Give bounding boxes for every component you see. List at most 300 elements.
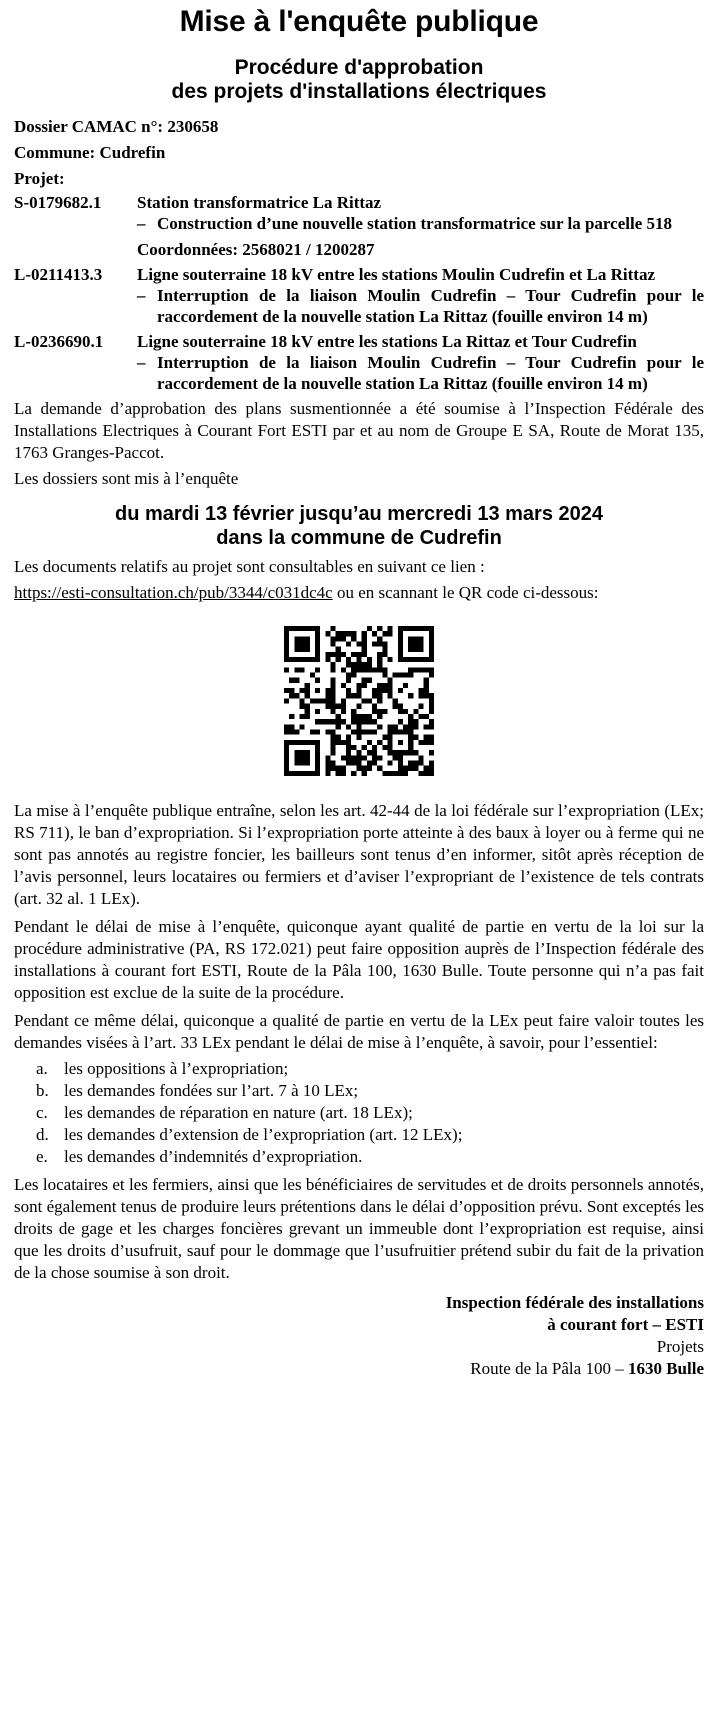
qr-module [289,771,294,776]
qr-module [377,698,382,703]
qr-module [367,698,372,703]
qr-module [382,771,387,776]
qr-module [424,693,429,698]
qr-module [331,636,336,641]
qr-module [331,698,336,703]
qr-module [367,719,372,724]
qr-module [336,714,341,719]
qr-module [300,704,305,709]
qr-module [424,771,429,776]
qr-module [424,766,429,771]
qr-module [284,688,289,693]
qr-module [424,667,429,672]
qr-module [294,771,299,776]
qr-module [408,714,413,719]
qr-module [351,636,356,641]
qr-module [356,750,361,755]
qr-module [377,693,382,698]
dash: – [137,214,146,233]
qr-module [387,693,392,698]
qr-module [315,766,320,771]
qr-module [377,657,382,662]
qr-module [398,642,403,647]
project-item [14,264,704,327]
qr-module [429,642,434,647]
qr-module [356,714,361,719]
qr-module [398,760,403,765]
qr-module [331,642,336,647]
qr-module [429,740,434,745]
qr-module [341,704,346,709]
qr-module [413,735,418,740]
signature-block [14,1292,704,1380]
qr-module [351,631,356,636]
qr-module [429,719,434,724]
qr-module [356,662,361,667]
qr-module [351,771,356,776]
qr-module [387,688,392,693]
qr-module [300,750,305,755]
qr-module [346,745,351,750]
qr-module [362,636,367,641]
address-city: 1630 Bulle [627,1359,704,1378]
qr-module [331,688,336,693]
qr-module [418,667,423,672]
qr-module [300,636,305,641]
qr-module [413,724,418,729]
qr-module [398,647,403,652]
qr-module [429,724,434,729]
qr-module [382,647,387,652]
project-code: S-0179682.1 [14,193,102,212]
qr-module [372,667,377,672]
qr-module [315,636,320,641]
qr-module [408,750,413,755]
qr-module [346,631,351,636]
qr-module [351,652,356,657]
qr-module [429,698,434,703]
qr-module [429,657,434,662]
qr-module [315,647,320,652]
qr-module [315,698,320,703]
qr-module [341,766,346,771]
qr-module [408,642,413,647]
project-title: Ligne souterraine 18 kV entre les stations La Rittaz et Tour Cudrefin [137,332,637,351]
qr-module [377,766,382,771]
qr-module [351,760,356,765]
qr-module [356,735,361,740]
qr-module [387,760,392,765]
qr-module [325,688,330,693]
qr-module [331,626,336,631]
qr-module [377,683,382,688]
qr-module [325,631,330,636]
qr-module [289,657,294,662]
qr-module [367,662,372,667]
qr-module [382,642,387,647]
qr-module [300,642,305,647]
qr-module [289,714,294,719]
qr-module [429,704,434,709]
qr-module [393,704,398,709]
qr-module [351,667,356,672]
qr-module [294,750,299,755]
qr-module [429,750,434,755]
qr-module [377,667,382,672]
qr-module [284,647,289,652]
qr-module [315,745,320,750]
qr-module [429,631,434,636]
qr-module [325,657,330,662]
list-item [14,1146,704,1168]
address-street: Route de la Pâla 100 – [470,1359,628,1378]
qr-module [398,729,403,734]
commune: Commune: Cudrefin [14,143,166,162]
list-text: les demandes fondées sur l’art. 7 à 10 LEx; [64,1081,359,1100]
qr-module [387,626,392,631]
qr-module [403,766,408,771]
qr-module [408,735,413,740]
qr-module [387,735,392,740]
qr-module [356,688,361,693]
qr-module [372,750,377,755]
qr-module [284,771,289,776]
qr-module [418,755,423,760]
qr-module [408,673,413,678]
qr-module [305,657,310,662]
qr-module [315,760,320,765]
qr-module [305,714,310,719]
list-marker: e. [36,1147,48,1166]
qr-module [403,709,408,714]
qr-module [362,755,367,760]
qr-module [284,724,289,729]
demands-list [14,1058,704,1168]
qr-module [341,652,346,657]
list-item [14,1080,704,1102]
page-title: Mise à l'enquête publique [179,5,539,38]
project-detail: Interruption de la liaison Moulin Cudrefin – Tour Cudrefin pour le raccordement de la nouvelle station La Rittaz (fouille environ 14 m) [157,286,704,326]
qr-module [294,740,299,745]
qr-module [305,688,310,693]
qr-module [362,678,367,683]
qr-module [341,755,346,760]
qr-module [346,724,351,729]
qr-module [362,642,367,647]
qr-module [408,667,413,672]
qr-module [331,729,336,734]
qr-module [362,719,367,724]
qr-module [356,704,361,709]
list-text: les demandes d’indemnités d’expropriation. [64,1147,363,1166]
qr-module [336,719,341,724]
qr-module [336,704,341,709]
qr-module [393,698,398,703]
list-marker: a. [36,1059,48,1078]
qr-module [393,729,398,734]
qr-module [413,750,418,755]
qr-module [300,698,305,703]
qr-module [424,714,429,719]
qr-module [403,729,408,734]
subtitle-line-1: Procédure d'approbation [234,56,484,79]
qr-module [300,657,305,662]
qr-module [346,688,351,693]
dash: – [137,286,146,305]
qr-module [346,755,351,760]
qr-module [362,662,367,667]
qr-module [408,719,413,724]
notice-page [14,0,704,1380]
paragraph-dossiers: Les dossiers sont mis à l’enquête [14,469,239,488]
qr-module [393,673,398,678]
qr-module [408,657,413,662]
consultation-link[interactable]: https://esti-consultation.ch/pub/3344/c031dc4c [14,583,333,602]
qr-module [284,652,289,657]
qr-module [367,750,372,755]
qr-module [403,626,408,631]
qr-module [424,724,429,729]
qr-module [341,636,346,641]
qr-module [429,673,434,678]
qr-module [377,662,382,667]
qr-module [284,626,289,631]
qr-module [294,729,299,734]
qr-module [356,693,361,698]
qr-module [413,642,418,647]
qr-module [284,745,289,750]
qr-module [300,755,305,760]
qr-module [325,729,330,734]
qr-module [300,760,305,765]
qr-module [325,771,330,776]
qr-module [429,771,434,776]
qr-module [362,698,367,703]
qr-module [418,688,423,693]
qr-module [284,636,289,641]
qr-module [393,771,398,776]
qr-module [294,693,299,698]
qr-module [413,760,418,765]
qr-module [418,647,423,652]
dossier-number: Dossier CAMAC n°: 230658 [14,117,219,136]
qr-module [331,760,336,765]
subtitle-line-2: des projets d'installations électriques [171,80,547,103]
qr-module [289,724,294,729]
qr-module [393,755,398,760]
qr-module [305,647,310,652]
qr-module [351,729,356,734]
qr-module [294,667,299,672]
qr-module [310,740,315,745]
qr-module [393,724,398,729]
qr-module [351,662,356,667]
qr-module [325,760,330,765]
dossier-meta [14,114,704,192]
qr-module [331,652,336,657]
qr-module [377,714,382,719]
qr-module [398,750,403,755]
qr-module [346,735,351,740]
qr-module [356,652,361,657]
qr-module [367,714,372,719]
qr-module [362,771,367,776]
qr-module [289,740,294,745]
qr-module [336,724,341,729]
qr-module [403,683,408,688]
qr-module [429,735,434,740]
qr-module [393,750,398,755]
qr-module [320,698,325,703]
qr-module [403,673,408,678]
qr-module [315,729,320,734]
qr-module [424,626,429,631]
qr-module [362,652,367,657]
qr-module [408,693,413,698]
qr-module [325,693,330,698]
signature-department: Projets [656,1337,704,1356]
qr-module [325,755,330,760]
qr-module [382,631,387,636]
dates-line-2: dans la commune de Cudrefin [216,527,502,549]
qr-module [387,750,392,755]
project-code: L-0236690.1 [14,332,104,351]
qr-code-icon[interactable] [284,626,434,776]
project-detail: Construction d’une nouvelle station transformatrice sur la parcelle 518 [157,214,672,233]
qr-module [336,657,341,662]
project-title: Ligne souterraine 18 kV entre les stations Moulin Cudrefin et La Rittaz [137,265,656,284]
qr-module [310,771,315,776]
qr-module [325,698,330,703]
qr-module [398,636,403,641]
qr-module [305,771,310,776]
project-coordinates: Coordonnées: 2568021 / 1200287 [137,240,375,259]
qr-module [351,709,356,714]
qr-module [341,698,346,703]
qr-module [372,745,377,750]
qr-module [403,750,408,755]
qr-module [382,683,387,688]
list-text: les oppositions à l’expropriation; [64,1059,289,1078]
qr-module [408,724,413,729]
list-text: les demandes de réparation en nature (art. 18 LEx); [64,1103,413,1122]
qr-module [372,719,377,724]
qr-module [331,719,336,724]
qr-module [362,647,367,652]
qr-module [387,745,392,750]
qr-module [315,740,320,745]
qr-module [387,771,392,776]
qr-module [341,683,346,688]
qr-module [305,683,310,688]
qr-module [429,667,434,672]
qr-module [310,626,315,631]
qr-module [305,693,310,698]
qr-module [387,740,392,745]
qr-module [315,688,320,693]
qr-module [341,771,346,776]
qr-module [398,688,403,693]
qr-module [331,683,336,688]
enquiry-dates [14,502,704,550]
qr-module [284,740,289,745]
qr-module [377,688,382,693]
qr-module [310,673,315,678]
qr-module [325,704,330,709]
qr-module [289,626,294,631]
qr-module [351,714,356,719]
qr-module [356,755,361,760]
qr-module [305,760,310,765]
qr-module [387,631,392,636]
project-detail: Interruption de la liaison Moulin Cudrefin – Tour Cudrefin pour le raccordement de la nouvelle station La Rittaz (fouille environ 14 m) [157,353,704,393]
qr-module [284,667,289,672]
paragraph-opposition: Pendant le délai de mise à l’enquête, quiconque ayant qualité de partie en vertu de la loi sur la procédure administrative (PA, RS 172.021) peut faire opposition auprès de l’Inspection fédérale des installations à courant fort ESTI, Route de la Pâla 100, 1630 Bulle. Toute personne qui n’a pas fait opposition est exclue de la suite de la procédure. [14,917,704,1002]
qr-module [413,647,418,652]
qr-module [341,667,346,672]
qr-module [294,636,299,641]
signature-org-line-1: Inspection fédérale des installations [445,1293,704,1312]
qr-module [377,740,382,745]
qr-module [424,688,429,693]
qr-module [294,657,299,662]
qr-module [315,626,320,631]
qr-module [387,724,392,729]
qr-module [331,740,336,745]
qr-module [336,771,341,776]
qr-module [325,652,330,657]
qr-module [331,704,336,709]
qr-module [356,766,361,771]
qr-module [284,750,289,755]
qr-module [336,766,341,771]
paragraph-documents: Les documents relatifs au projet sont consultables en suivant ce lien : [14,557,485,576]
qr-module [382,688,387,693]
paragraph-request: La demande d’approbation des plans susmentionnée a été soumise à l’Inspection Fédérale des Installations Electriques à Courant Fort ESTI par et au nom de Groupe E SA, Route de Morat 135, 1763 Granges-Paccot. [14,399,704,462]
qr-module [408,745,413,750]
qr-module [408,760,413,765]
qr-module [300,688,305,693]
project-list [14,192,704,394]
qr-module [351,755,356,760]
qr-module [284,760,289,765]
qr-module [382,735,387,740]
qr-module [398,652,403,657]
qr-module [362,683,367,688]
qr-module [331,693,336,698]
qr-module [289,688,294,693]
qr-module [403,771,408,776]
qr-module [305,636,310,641]
qr-module [424,735,429,740]
qr-module [351,719,356,724]
qr-module [408,636,413,641]
qr-module [418,642,423,647]
qr-module [403,657,408,662]
qr-module [331,667,336,672]
qr-module [294,642,299,647]
qr-module [294,626,299,631]
qr-module [372,631,377,636]
qr-module [429,693,434,698]
qr-module [367,729,372,734]
qr-module [305,704,310,709]
qr-module [294,647,299,652]
qr-module [356,724,361,729]
qr-module [346,750,351,755]
qr-module [315,709,320,714]
list-item [14,1102,704,1124]
